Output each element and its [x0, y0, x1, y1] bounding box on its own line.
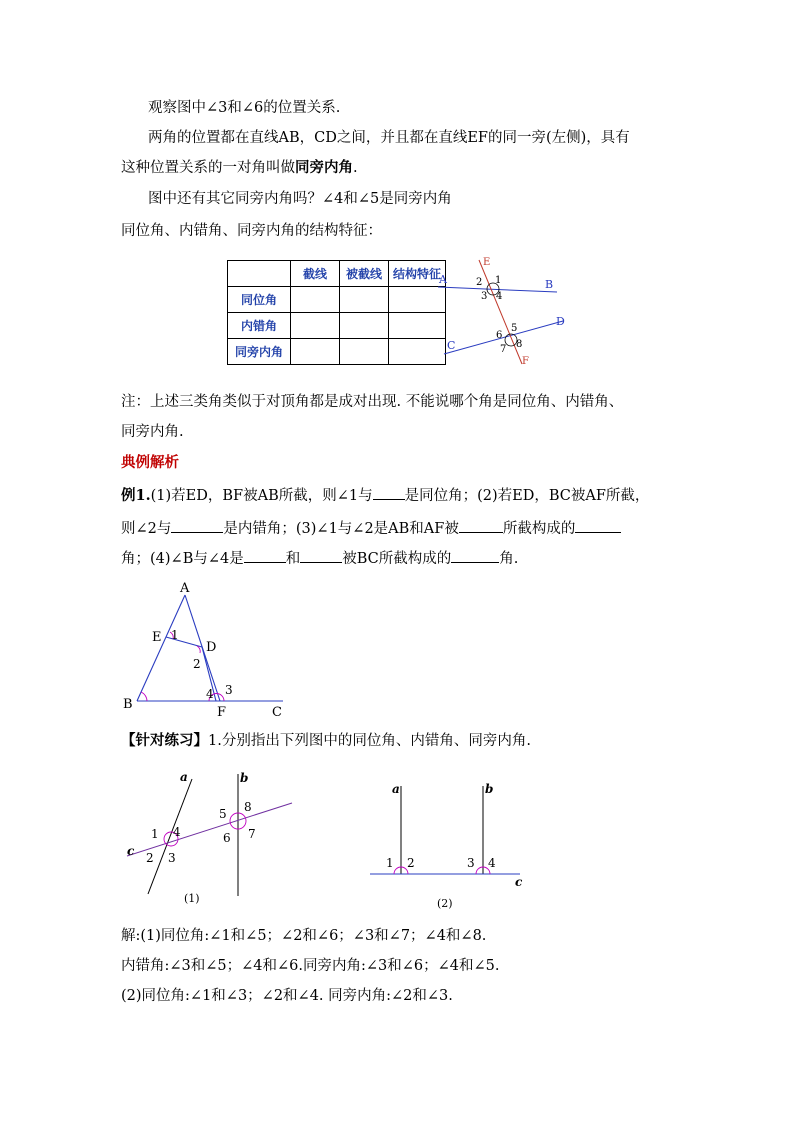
- example-line-3: [121, 548, 518, 569]
- example-line-1: [121, 485, 649, 506]
- practice-text: 1.分别指出下列图中的同位角、内错角、同旁内角.: [208, 733, 531, 749]
- note-line-2: 同旁内角.: [121, 424, 184, 440]
- label-angle-8: 8: [516, 339, 523, 350]
- label-d: D: [556, 315, 565, 328]
- example-line-2: [121, 518, 621, 539]
- label-angle-7: 7: [248, 827, 256, 841]
- intro-line-4: 图中还有其它同旁内角吗？∠4和∠5是同旁内角: [148, 191, 452, 207]
- intro-line-3-post: .: [353, 160, 358, 176]
- label-angle-5: 5: [219, 807, 227, 821]
- figure-1: [120, 766, 300, 916]
- figure-parallel-lines-ef: [430, 250, 580, 370]
- table-row: [228, 339, 446, 365]
- figure-caption: (2): [437, 897, 453, 910]
- label-c: c: [515, 875, 523, 889]
- label-angle-3: 3: [168, 851, 176, 865]
- angle-marker: [197, 646, 200, 653]
- label-angle-1: 1: [171, 628, 179, 642]
- label-b: b: [485, 782, 494, 796]
- figure-2: [365, 776, 535, 916]
- table-cell: [291, 339, 340, 365]
- answer-blank: [451, 548, 499, 563]
- intro-line-3-pre: 这种位置关系的一对角叫做: [121, 160, 295, 176]
- label-angle-6: 6: [496, 330, 503, 341]
- section-title: 典例解析: [121, 454, 179, 471]
- label-e: E: [483, 257, 491, 268]
- note-line-1: 注：上述三类角类似于对顶角都是成对出现. 不能说哪个角是同位角、内错角、: [121, 394, 624, 410]
- practice-line: [121, 731, 531, 751]
- label-angle-2: 2: [476, 277, 483, 288]
- label-angle-4: 4: [496, 291, 503, 302]
- label-angle-1: 1: [151, 827, 159, 841]
- label-angle-2: 2: [146, 851, 154, 865]
- answer-blank: [373, 485, 405, 500]
- solution-line-3: (2)同位角:∠1和∠3；∠2和∠4. 同旁内角:∠2和∠3.: [121, 988, 453, 1004]
- label-angle-3: 3: [467, 856, 475, 870]
- example-text: 角.: [499, 551, 519, 567]
- figure-caption: (1): [184, 892, 200, 905]
- example-label: 例1.: [121, 487, 151, 504]
- label-b: B: [123, 697, 133, 712]
- table-row: [228, 287, 446, 313]
- label-angle-2: 2: [407, 856, 415, 870]
- table-header-cell: 结构特征: [389, 261, 446, 287]
- label-angle-5: 5: [511, 323, 518, 334]
- label-a: a: [392, 782, 400, 796]
- answer-blank: [171, 518, 223, 533]
- table-cell: [291, 287, 340, 313]
- intro-line-3: [121, 158, 358, 178]
- label-angle-3: 3: [481, 291, 488, 302]
- label-f: F: [522, 356, 529, 367]
- answer-blank: [300, 548, 342, 563]
- label-b: b: [240, 771, 249, 785]
- example-text: 角；(4)∠B与∠4是: [121, 551, 244, 567]
- label-angle-1: 1: [495, 275, 502, 286]
- table-row-label: 同位角: [228, 287, 291, 313]
- example-text: 被BC所截构成的: [342, 551, 452, 567]
- label-angle-2: 2: [193, 657, 201, 671]
- label-f: F: [217, 705, 227, 720]
- intro-line-5: 同位角、内错角、同旁内角的结构特征：: [121, 223, 382, 239]
- label-a: a: [180, 770, 188, 784]
- table-cell: [291, 313, 340, 339]
- label-angle-4: 4: [173, 825, 181, 839]
- solution-line-2: 内错角:∠3和∠5；∠4和∠6.同旁内角:∠3和∠6；∠4和∠5.: [121, 958, 500, 974]
- label-angle-7: 7: [500, 344, 507, 355]
- label-angle-4: 4: [206, 687, 214, 701]
- table-header-cell: 截线: [291, 261, 340, 287]
- example-text: (1)若ED，BF被AB所截，则∠1与: [150, 488, 373, 504]
- label-b: B: [545, 278, 554, 291]
- label-angle-3: 3: [225, 683, 233, 697]
- table-corner-cell: [228, 261, 291, 287]
- solution-line-1: 解:(1)同位角:∠1和∠5；∠2和∠6；∠3和∠7；∠4和∠8.: [121, 928, 487, 944]
- label-angle-4: 4: [488, 856, 496, 870]
- answer-blank: [459, 518, 503, 533]
- side-ab: [137, 595, 185, 701]
- figure-triangle: [120, 578, 300, 723]
- label-angle-1: 1: [386, 856, 394, 870]
- label-d: D: [206, 640, 217, 655]
- label-angle-6: 6: [223, 831, 231, 845]
- feature-table: [227, 260, 446, 365]
- label-c: C: [272, 705, 282, 720]
- table-header-row: [228, 261, 446, 287]
- example-text: 则∠2与: [121, 521, 172, 537]
- example-text: 是同位角；(2)若ED，BC被AF所截，: [404, 488, 650, 504]
- table-row-label: 内错角: [228, 313, 291, 339]
- label-angle-8: 8: [244, 800, 252, 814]
- intro-line-1: 观察图中∠3和∠6的位置关系.: [148, 100, 341, 116]
- label-a: A: [439, 273, 447, 286]
- label-c: C: [447, 339, 456, 352]
- practice-bracket: 【针对练习】: [121, 732, 208, 749]
- answer-blank: [244, 548, 286, 563]
- table-cell: [340, 313, 389, 339]
- example-text: 和: [285, 551, 301, 567]
- term-same-side-interior: 同旁内角: [295, 159, 353, 176]
- table-cell: [340, 287, 389, 313]
- example-text: 所截构成的: [502, 521, 576, 537]
- label-c: c: [127, 844, 135, 858]
- angle-marker: [141, 692, 147, 701]
- table-row-label: 同旁内角: [228, 339, 291, 365]
- intro-line-2: 两角的位置都在直线AB，CD之间，并且都在直线EF的同一旁(左侧)，具有: [148, 130, 630, 146]
- answer-blank: [575, 518, 621, 533]
- table-cell: [340, 339, 389, 365]
- table-header-cell: 被截线: [340, 261, 389, 287]
- label-e: E: [152, 630, 162, 645]
- table-row: [228, 313, 446, 339]
- label-a: A: [180, 581, 190, 596]
- example-text: 是内错角；(3)∠1与∠2是AB和AF被: [223, 521, 459, 537]
